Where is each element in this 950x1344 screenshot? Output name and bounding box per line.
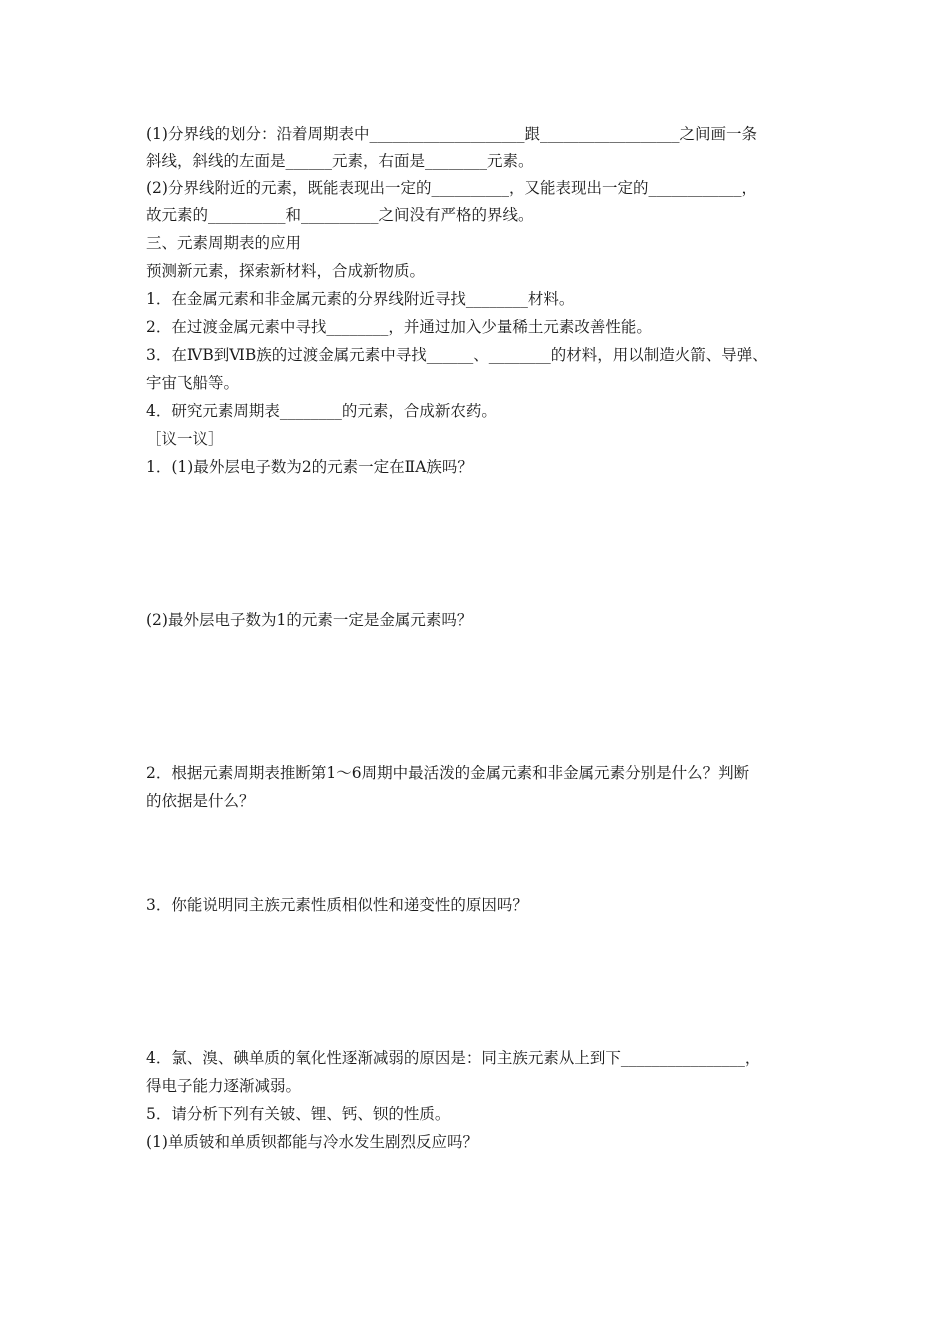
- text-line: 1．在金属元素和非金属元素的分界线附近寻找________材料。: [146, 290, 575, 308]
- text-line: 斜线，斜线的左面是______元素，右面是________元素。: [146, 152, 534, 170]
- question-5: 5．请分析下列有关铍、锂、钙、钡的性质。: [146, 1105, 451, 1123]
- text-line: 3．在ⅣB到ⅥB族的过渡金属元素中寻找______、________的材料，用以制造火箭、导弹、: [146, 346, 768, 364]
- question-2-cont: 的依据是什么？: [146, 792, 255, 810]
- question-1-2: (2)最外层电子数为1的元素一定是金属元素吗？: [146, 611, 473, 629]
- text-line: 4．研究元素周期表________的元素，合成新农药。: [146, 402, 497, 420]
- text-line: (2)分界线附近的元素，既能表现出一定的__________，又能表现出一定的____________，: [146, 179, 757, 197]
- question-3: 3．你能说明同主族元素性质相似性和递变性的原因吗？: [146, 896, 528, 914]
- question-1-1: 1．(1)最外层电子数为2的元素一定在ⅡA族吗？: [146, 458, 473, 476]
- text-line: (1)分界线的划分：沿着周期表中____________________跟__________________之间画一条: [146, 125, 757, 143]
- text-line: 宇宙飞船等。: [146, 374, 240, 392]
- question-5-1: (1)单质铍和单质钡都能与冷水发生剧烈反应吗？: [146, 1133, 478, 1151]
- section-heading: 三、元素周期表的应用: [146, 234, 302, 252]
- text-line: 2．在过渡金属元素中寻找________，并通过加入少量稀土元素改善性能。: [146, 318, 652, 336]
- question-4: 4．氯、溴、碘单质的氧化性逐渐减弱的原因是：同主族元素从上到下________________，: [146, 1049, 761, 1067]
- text-line: 预测新元素，探索新材料，合成新物质。: [146, 262, 426, 280]
- discussion-heading: ［议一议］: [146, 430, 224, 448]
- text-line: 故元素的__________和__________之间没有严格的界线。: [146, 206, 534, 224]
- question-2: 2．根据元素周期表推断第1～6周期中最活泼的金属元素和非金属元素分别是什么？判断: [146, 764, 750, 782]
- question-4-cont: 得电子能力逐渐减弱。: [146, 1077, 302, 1095]
